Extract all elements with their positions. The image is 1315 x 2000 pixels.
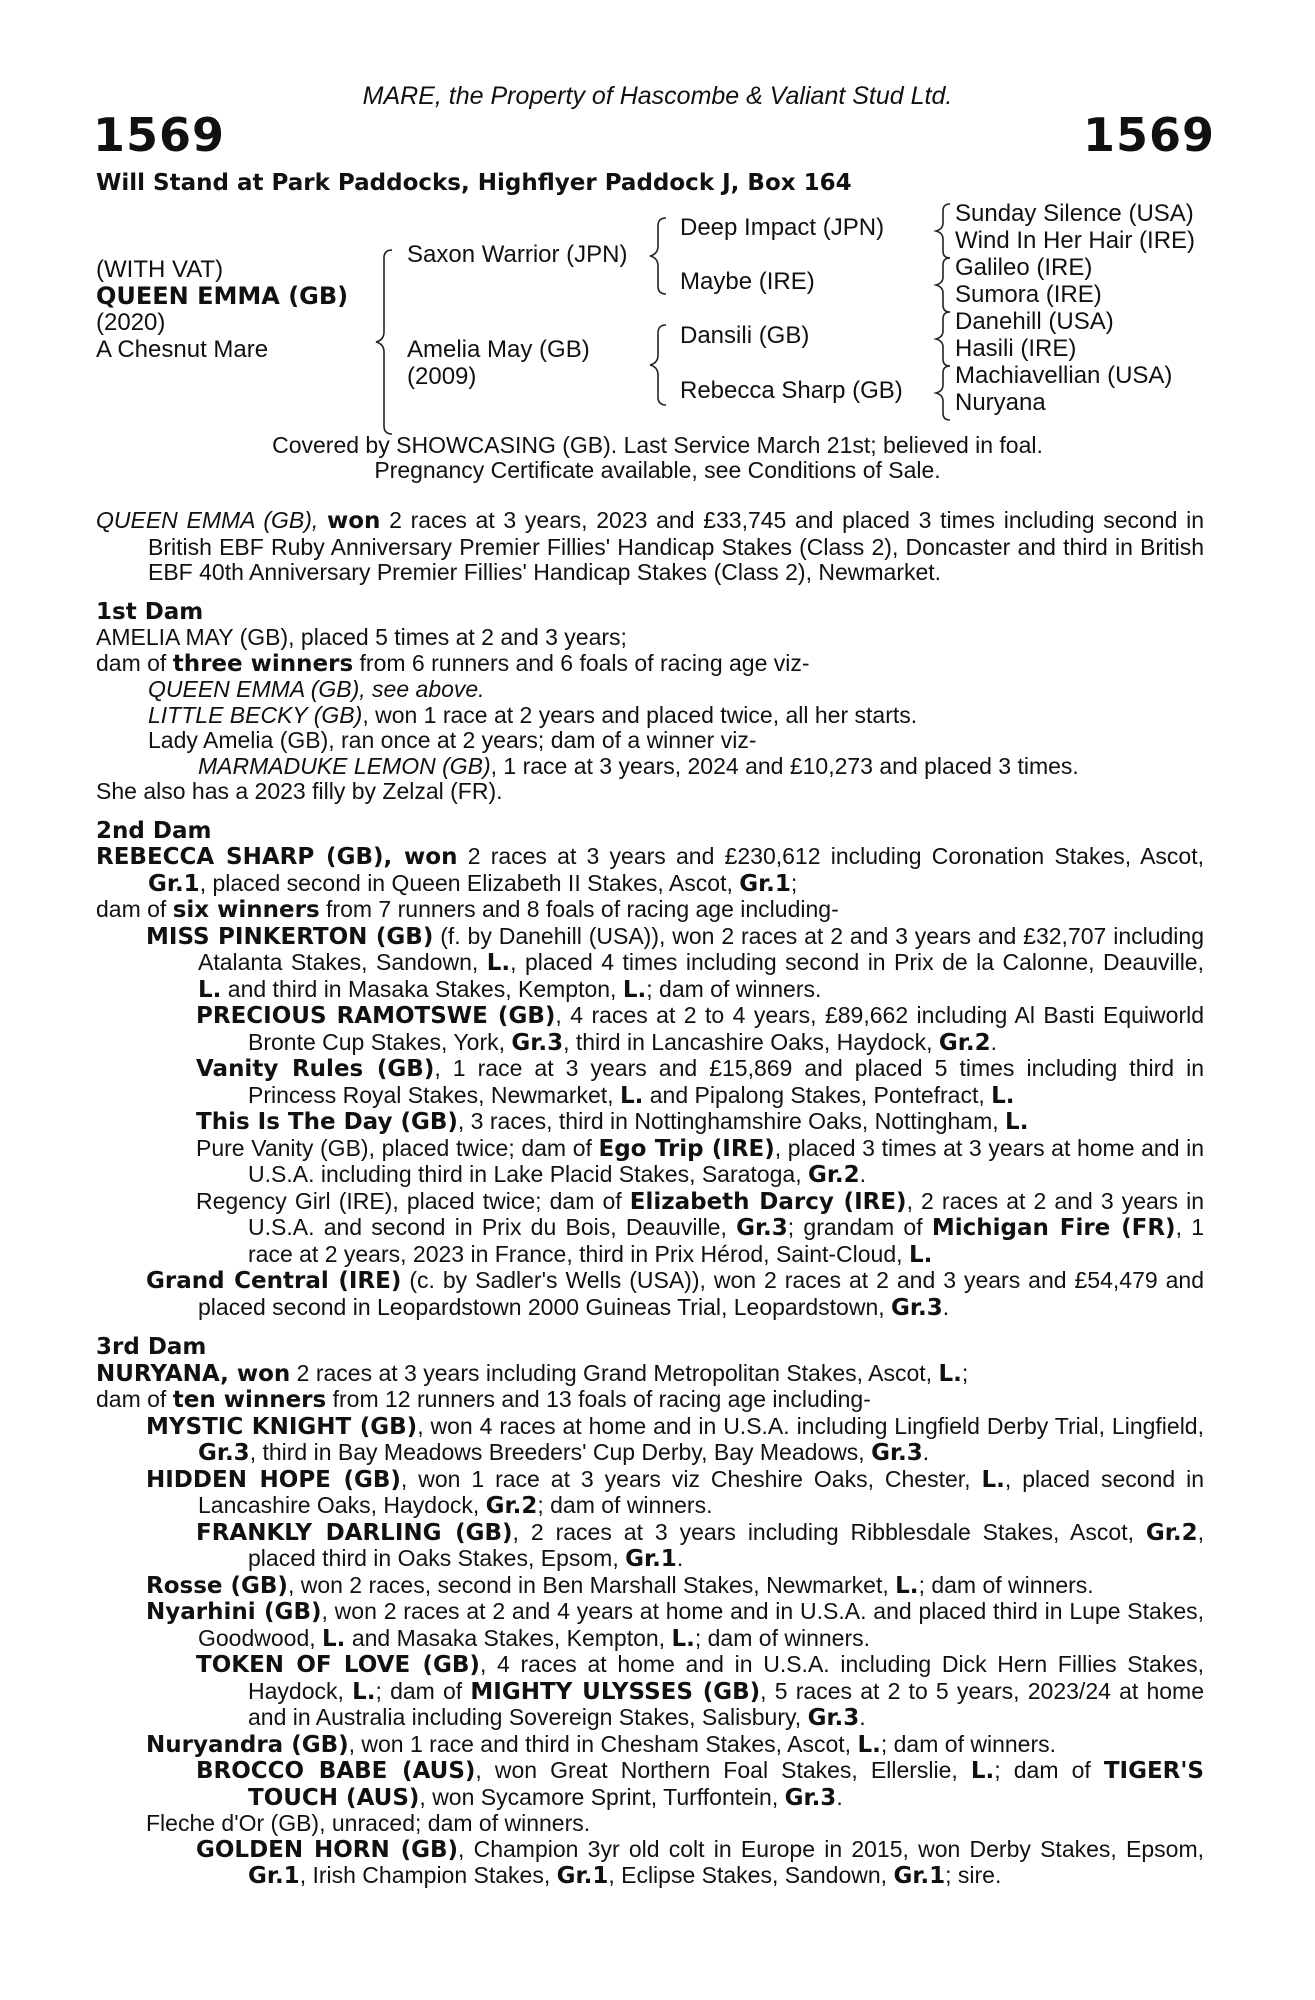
produce-nyarhini: [96, 1599, 1204, 1652]
produce-queen-emma: QUEEN EMMA (GB), see above.: [148, 676, 485, 702]
text: , placed third in Oaks Stakes, Epsom,: [248, 1518, 1204, 1571]
second-dam-produce: [96, 897, 1204, 924]
summary-paragraph: [96, 508, 1204, 586]
covered-line-2: Pregnancy Certificate available, see Conditions of Sale.: [374, 457, 941, 483]
grade: Gr.3: [807, 1705, 860, 1731]
text: .: [859, 1161, 867, 1187]
text: ; grandam of: [787, 1214, 932, 1240]
grade: Gr.3: [198, 1440, 250, 1466]
text: , 2 races at 3 years including Ribblesdale Stakes, Ascot,: [512, 1518, 1146, 1545]
dam-dam-dam: Nuryana: [955, 389, 1046, 416]
grade: L.: [857, 1731, 881, 1758]
text: (f. by Danehill (USA)), won 2 races at 2 and 3 years and £32,707 including Atalanta Stakes, Sandown,: [198, 922, 1204, 975]
horse: Nuryandra (GB): [146, 1731, 349, 1758]
grade: Gr.1: [148, 870, 200, 897]
grade: Gr.1: [625, 1546, 677, 1572]
text: , third in Bay Meadows Breeders' Cup Derby, Bay Meadows,: [249, 1439, 872, 1465]
produce-little-becky: [96, 703, 1204, 729]
grade: L.: [622, 976, 647, 1003]
text: , 1 race at 3 years, 2024 and £10,273 and placed 3 times.: [490, 752, 1079, 779]
covered-line-1: Covered by SHOWCASING (GB). Last Service March 21st; believed in foal.: [272, 432, 1043, 458]
catalogue-body: [96, 508, 1204, 1890]
dam-sire: Dansili (GB): [680, 322, 810, 349]
produce-golden-horn: [96, 1837, 1204, 1890]
horse: Grand Central (IRE): [146, 1268, 402, 1294]
text: , won 2 races, second in Ben Marshall Stakes, Newmarket,: [287, 1571, 896, 1598]
grade: Gr.3: [871, 1440, 923, 1466]
grade: Gr.3: [784, 1784, 837, 1811]
text: ;: [961, 1359, 969, 1386]
grade: L.: [970, 1758, 995, 1784]
produce-miss-pinkerton: [96, 924, 1204, 1004]
text: .: [990, 1028, 997, 1055]
text: , 1 race at 2 years, 2023 in France, third in Prix Hérod, Saint-Cloud,: [248, 1214, 1204, 1267]
dam-dam: Rebecca Sharp (GB): [680, 377, 903, 404]
text: , won 1 race and third in Chesham Stakes, Ascot,: [348, 1730, 858, 1757]
text: , won 4 races at home and in U.S.A. including Lingfield Derby Trial, Lingfield,: [417, 1412, 1204, 1439]
text: , placed second in Lancashire Oaks, Haydock,: [198, 1465, 1204, 1518]
text: , third in Lancashire Oaks, Haydock,: [563, 1028, 939, 1055]
produce-regency-girl: [96, 1189, 1204, 1269]
first-dam-heading: 1st Dam: [96, 598, 204, 625]
text: and Masaka Stakes, Kempton,: [345, 1624, 672, 1651]
horse: BROCCO BABE (AUS): [196, 1758, 476, 1784]
horse: REBECCA SHARP (GB), won: [96, 844, 458, 870]
text: , won 1 race at 3 years viz Cheshire Oaks, Chester,: [400, 1465, 982, 1492]
text: 2 races at 3 years including Grand Metropolitan Stakes, Ascot,: [290, 1359, 939, 1386]
produce-fleche-dor: Fleche d'Or (GB), unraced; dam of winners.: [146, 1810, 591, 1836]
text: , 4 races at 2 to 4 years, £89,662 including Al Basti Equiworld Bronte Cup Stakes, York,: [248, 1002, 1205, 1055]
horse: MYSTIC KNIGHT (GB): [146, 1413, 418, 1440]
produce-token-of-love: [96, 1652, 1204, 1732]
horse: Elizabeth Darcy (IRE): [629, 1188, 907, 1215]
text: ; dam of winners.: [880, 1730, 1056, 1757]
text: ; dam of winners.: [694, 1624, 870, 1651]
sire-sire-sire: Sunday Silence (USA): [955, 200, 1194, 227]
grade: L.: [322, 1625, 346, 1652]
text: and Pipalong Stakes, Pontefract,: [643, 1081, 992, 1108]
text: .: [942, 1293, 950, 1320]
horse: Rosse (GB): [146, 1572, 288, 1599]
produce-marmaduke-lemon: [96, 754, 1204, 780]
grade: L.: [1005, 1109, 1029, 1135]
text: , won 2 races at 2 and 4 years at home and in U.S.A. and placed third in Lupe Stakes, Goodwood,: [198, 1598, 1204, 1651]
dam-dam-sire: Machiavellian (USA): [955, 362, 1173, 389]
grade: L.: [981, 1466, 1005, 1493]
grade: L.: [938, 1360, 962, 1387]
grade: Gr.2: [938, 1029, 991, 1056]
grade: Gr.1: [248, 1863, 300, 1889]
produce-frankly-darling: [96, 1520, 1204, 1573]
sire-dam-dam: Sumora (IRE): [955, 281, 1102, 308]
text: dam of: [96, 896, 173, 922]
produce-rosse: [96, 1573, 1204, 1600]
third-dam-produce: [96, 1387, 1204, 1414]
horse: NURYANA, won: [96, 1360, 291, 1387]
first-dam-line: AMELIA MAY (GB), placed 5 times at 2 and 3 years;: [96, 624, 627, 650]
produce-hidden-hope: [96, 1467, 1204, 1520]
horse-description: A Chesnut Mare: [96, 336, 269, 363]
horse: HIDDEN HOPE (GB): [146, 1466, 401, 1493]
horse: This Is The Day (GB): [196, 1109, 458, 1135]
grade: Gr.2: [485, 1493, 538, 1519]
text: , placed second in Queen Elizabeth II Stakes, Ascot,: [199, 869, 740, 896]
horse: MISS PINKERTON (GB): [146, 923, 434, 950]
text: ; dam of winners.: [646, 975, 822, 1002]
text: Pure Vanity (GB), placed twice; dam of: [196, 1134, 599, 1161]
horse: Michigan Fire (FR): [931, 1215, 1176, 1241]
horse: TOKEN OF LOVE (GB): [196, 1652, 480, 1678]
text: , placed 3 times at 3 years at home and in U.S.A. including third in Lake Placid Stakes, Saratoga,: [248, 1134, 1204, 1187]
text: , 3 races, third in Nottinghamshire Oaks, Nottingham,: [457, 1108, 1006, 1134]
lot-number-right: 1569: [1082, 108, 1215, 162]
text: , won Sycamore Sprint, Turffontein,: [419, 1783, 785, 1810]
horse: PRECIOUS RAMOTSWE (GB): [196, 1003, 556, 1029]
text: and third in Masaka Stakes, Kempton,: [221, 975, 623, 1002]
dam-year: (2009): [407, 363, 477, 390]
grade: L.: [895, 1572, 919, 1599]
horse: FRANKLY DARLING (GB): [196, 1519, 513, 1546]
grade: Gr.3: [891, 1294, 943, 1321]
grade: Gr.1: [739, 870, 791, 897]
sire-sire: Deep Impact (JPN): [680, 214, 885, 241]
produce-precious-ramotswe: [96, 1003, 1204, 1056]
stand-location: Will Stand at Park Paddocks, Highflyer Paddock J, Box 164: [96, 170, 852, 196]
grade: Gr.3: [511, 1029, 564, 1056]
winners-count: six winners: [172, 897, 320, 923]
grade: L.: [908, 1241, 933, 1268]
text: , Eclipse Stakes, Sandown,: [608, 1862, 894, 1888]
produce-pure-vanity: [96, 1136, 1204, 1189]
text: .: [836, 1783, 843, 1810]
text: from 6 runners and 6 foals of racing age viz-: [353, 649, 810, 676]
text: , placed 4 times including second in Prix de la Calonne, Deauville,: [510, 949, 1204, 975]
horse-name: QUEEN EMMA (GB): [96, 282, 349, 310]
summary-text: 2 races at 3 years, 2023 and £33,745 and placed 3 times including second in British EBF Ruby Anniversary Premier Fillies' Handicap Stakes (Class 2), Doncaster and third in British EBF 40th Anniversary Premier Fillies' Handicap Stakes (Class 2), Newmarket.: [148, 507, 1204, 585]
text: .: [922, 1439, 930, 1465]
grade: Gr.1: [893, 1863, 946, 1889]
grade: Gr.1: [556, 1863, 609, 1889]
second-dam-record: [96, 844, 1204, 897]
grade: Gr.3: [736, 1215, 788, 1241]
text: from 12 runners and 13 foals of racing age including-: [326, 1386, 871, 1412]
horse: TIGER'S TOUCH (AUS): [248, 1758, 1204, 1811]
produce-this-is-the-day: [96, 1109, 1204, 1136]
text: ; dam of: [375, 1677, 471, 1704]
grade: L.: [991, 1082, 1015, 1109]
text: , 5 races at 2 to 5 years, 2023/24 at home and in Australia including Sovereign Stakes, Salisbury,: [248, 1677, 1205, 1730]
winners-count: ten winners: [172, 1387, 327, 1413]
third-dam-record: [96, 1361, 1204, 1388]
winners-count: three winners: [172, 650, 354, 677]
grade: L.: [619, 1082, 644, 1109]
horse: Ego Trip (IRE): [598, 1135, 775, 1162]
horse: LITTLE BECKY (GB): [148, 701, 363, 728]
text: (c. by Sadler's Wells (USA)), won 2 races at 2 and 3 years and £54,479 and placed second in Leopardstown 2000 Guineas Trial, Leopardstown,: [198, 1267, 1204, 1320]
first-dam-note: She also has a 2023 filly by Zelzal (FR).: [96, 778, 503, 804]
horse: MIGHTY ULYSSES (GB): [470, 1678, 761, 1705]
produce-nuryandra: [96, 1732, 1204, 1759]
produce-brocco-babe: [96, 1758, 1204, 1811]
produce-mystic-knight: [96, 1414, 1204, 1467]
text: , 1 race at 3 years and £15,869 and placed 5 times including third in Princess Royal Stakes, Newmarket,: [248, 1055, 1204, 1108]
horse: GOLDEN HORN (GB): [196, 1836, 458, 1863]
dam-sire-dam: Hasili (IRE): [955, 335, 1077, 362]
lot-number-left: 1569: [93, 108, 226, 162]
owner-line: MARE, the Property of Hascombe & Valiant Stud Ltd.: [362, 82, 953, 110]
summary-won: won: [326, 508, 381, 534]
dam: Amelia May (GB): [407, 336, 590, 363]
sire: Saxon Warrior (JPN): [407, 241, 628, 268]
vat-note: (WITH VAT): [96, 256, 224, 283]
grade: L.: [486, 950, 511, 976]
produce-grand-central: [96, 1268, 1204, 1321]
text: Regency Girl (IRE), placed twice; dam of: [196, 1187, 630, 1214]
grade: Gr.2: [807, 1162, 860, 1188]
grade: L.: [198, 976, 222, 1003]
text: , 2 races at 2 and 3 years in U.S.A. and second in Prix du Bois, Deauville,: [248, 1187, 1205, 1240]
horse: Nyarhini (GB): [146, 1599, 322, 1625]
sire-sire-dam: Wind In Her Hair (IRE): [955, 227, 1196, 254]
horse-year: (2020): [96, 309, 166, 336]
sire-dam-sire: Galileo (IRE): [955, 254, 1093, 281]
horse: MARMADUKE LEMON (GB): [198, 752, 491, 779]
produce-lady-amelia: Lady Amelia (GB), ran once at 2 years; dam of a winner viz-: [148, 727, 757, 753]
text: .: [859, 1704, 866, 1730]
text: , Irish Champion Stakes,: [299, 1862, 557, 1888]
dam-sire-sire: Danehill (USA): [955, 308, 1114, 335]
grade: L.: [352, 1678, 376, 1705]
grade: L.: [671, 1625, 695, 1652]
sire-dam: Maybe (IRE): [680, 268, 815, 295]
covering-note: [0, 433, 1315, 483]
text: 2 races at 3 years and £230,612 including Coronation Stakes, Ascot,: [457, 843, 1204, 869]
grade: Gr.2: [1145, 1519, 1198, 1546]
summary-name: QUEEN EMMA (GB),: [96, 507, 319, 533]
text: dam of: [96, 1386, 173, 1412]
produce-vanity-rules: [96, 1056, 1204, 1109]
text: ; dam of winners.: [918, 1571, 1094, 1598]
text: , Champion 3yr old colt in Europe in 2015, won Derby Stakes, Epsom,: [458, 1835, 1204, 1862]
text: ; dam of winners.: [537, 1492, 713, 1518]
text: ;: [790, 869, 798, 896]
text: ; sire.: [945, 1862, 1002, 1888]
text: , 4 races at home and in U.S.A. including Dick Hern Fillies Stakes, Haydock,: [248, 1651, 1204, 1704]
text: dam of: [96, 649, 173, 676]
text: ; dam of: [994, 1757, 1104, 1783]
text: , won 1 race at 2 years and placed twice, all her starts.: [362, 701, 918, 728]
text: from 7 runners and 8 foals of racing age including-: [319, 896, 839, 922]
text: , won Great Northern Foal Stakes, Ellerslie,: [475, 1757, 971, 1783]
third-dam-heading: 3rd Dam: [96, 1334, 207, 1360]
second-dam-heading: 2nd Dam: [96, 817, 212, 844]
first-dam-produce: [96, 651, 1204, 678]
text: .: [676, 1545, 684, 1571]
horse: Vanity Rules (GB): [196, 1056, 435, 1082]
